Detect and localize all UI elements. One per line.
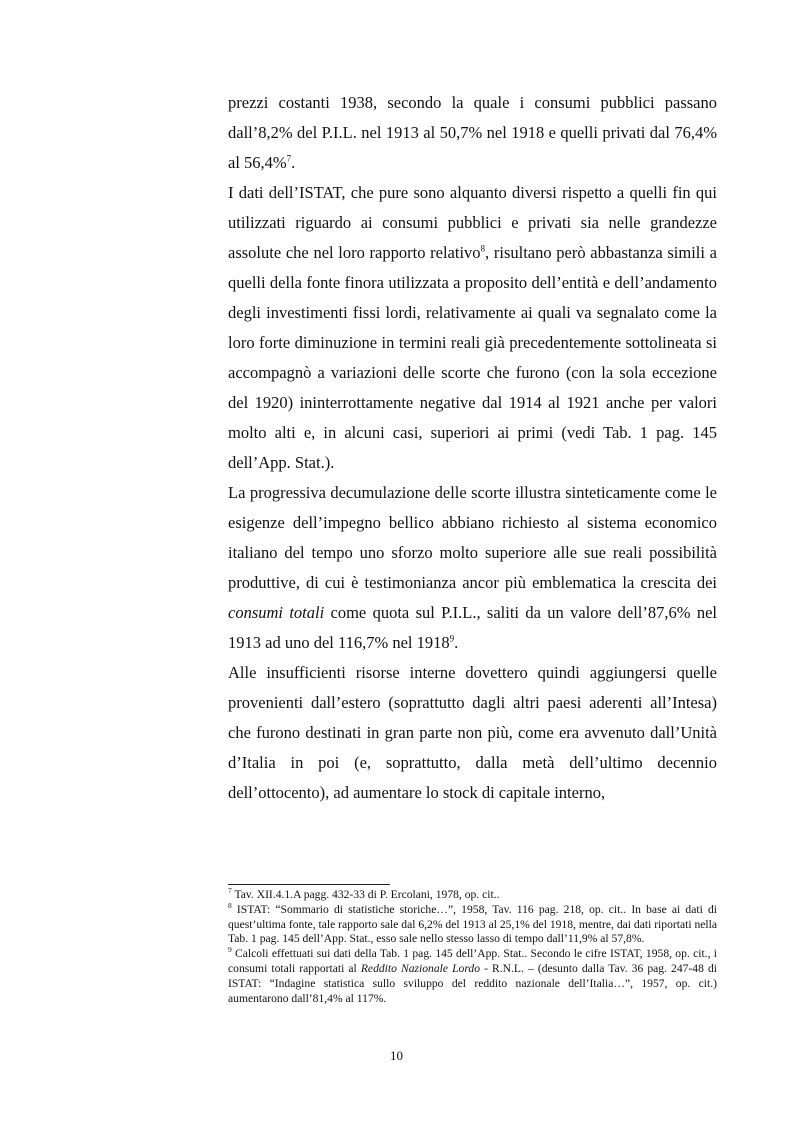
emphasis-consumi-totali: consumi totali <box>228 603 325 622</box>
footnote-number: 7 <box>228 886 232 896</box>
emphasis-reddito-nazionale-lordo: Reddito Nazionale Lordo <box>360 961 480 975</box>
paragraph-4: Alle insufficienti risorse interne dovettero quindi aggiungersi quelle provenienti dall’estero (soprattutto dagli altri paesi aderenti all’Intesa) che furono destinati in gran parte non più, come era avvenuto dall’Unità d’Italia in poi (e, soprattutto, dalla metà dell’ultimo decennio dell’ottocento), ad aumentare lo stock di capitale interno, <box>228 663 717 802</box>
paragraph-2: I dati dell’ISTAT, che pure sono alquanto diversi rispetto a quelli fin qui utilizzati riguardo ai consumi pubblici e privati sia nelle grandezze assolute che nel loro rapporto relativo$^8$, risultano però abbastanza simili a quelli della fonte finora utilizzata a proposito dell’entità e dell’andamento degli investimenti fissi lordi, relativamente ai quali va segnalato come la loro forte diminuzione in termini reali già precedentemente sottolineata si accompagnò a variazioni delle scorte che furono (con la sola eccezione del 1920) ininterrottamente negative dal 1914 al 1921 anche per valori molto alti e, in alcuni casi, superiori ai primi (vedi Tab. 1 pag. 145 dell’App. Stat.). <box>228 183 717 472</box>
footnote-ref-8: 8 <box>480 243 486 254</box>
footnote-ref-9: 9 <box>449 633 455 644</box>
footnote-separator <box>228 884 390 885</box>
footnote-number: 8 <box>228 900 232 910</box>
footnote-7: $^7$ Tav. XII.4.1.A pagg. 432-33 di P. Ercolani, 1978, op. cit.. <box>228 886 500 901</box>
paragraph-1: prezzi costanti 1938, secondo la quale i consumi pubblici passano dall’8,2% del P.I.L. nel 1913 al 50,7% nel 1918 e quelli privati dal 76,4% al 56,4%$^7$. <box>228 93 717 172</box>
footnote-8: $^8$ ISTAT: “Sommario di statistiche storiche…”, 1958, Tav. 116 pag. 218, op. cit.. In base ai dati di quest’ultima fonte, tale rapporto sale dal 6,2% del 1913 al 25,1% del 1918, mentre, dai dati riportati nella Tab. 1 pag. 145 dell’App. Stat., esso sale nello stesso lasso di tempo dall’11,9% al 57,8%. <box>228 900 717 946</box>
body-text <box>228 88 717 808</box>
paragraph-3: La progressiva decumulazione delle scorte illustra sinteticamente come le esigenze dell’impegno bellico abbiano richiesto al sistema economico italiano del tempo uno sforzo molto superiore alle sue reali possibilità produttive, di cui è testimonianza ancor più emblematica la crescita dei consumi totali come quota sul P.I.L., saliti da un valore dell’87,6% nel 1913 ad uno del 116,7% nel 1918$^9$. <box>228 483 717 652</box>
page-number: 10 <box>390 1048 403 1063</box>
footnote-number: 9 <box>228 945 232 955</box>
footnote-ref-7: 7 <box>286 153 292 164</box>
footnotes <box>228 888 717 1006</box>
footnote-9: $^9$ Calcoli effettuati sui dati della Tab. 1 pag. 145 dell’App. Stat.. Secondo le cifre ISTAT, 1958, op. cit., i consumi totali rapportati al Reddito Nazionale Lordo - R.N.L. – (desunto dalla Tav. 36 pag. 247-48 di ISTAT: “Indagine statistica sullo sviluppo del reddito nazionale dell’Italia…”, 1957, op. cit.) aumentarono dall’81,4% al 117%. <box>228 945 717 1005</box>
